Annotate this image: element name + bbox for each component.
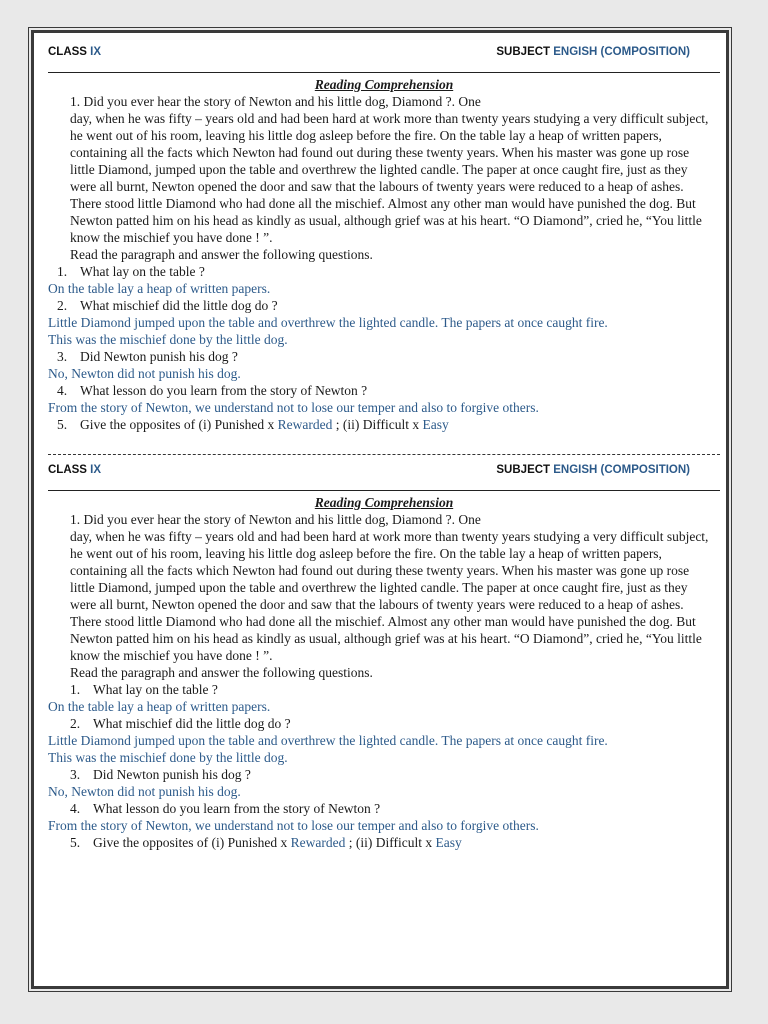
question-3: 3. Did Newton punish his dog ? xyxy=(57,349,238,364)
question-2: 2. What mischief did the little dog do ? xyxy=(57,298,278,313)
worksheet-section-2 xyxy=(48,461,720,851)
class-label: CLASS IX xyxy=(48,46,102,58)
answer-3: No, Newton did not punish his dog. xyxy=(48,784,241,799)
answer-2-line-1: Little Diamond jumped upon the table and overthrew the lighted candle. The papers at once caught fire. xyxy=(48,733,608,748)
page-title: Reading Comprehension xyxy=(314,495,454,510)
passage xyxy=(48,93,720,263)
answer-1: On the table lay a heap of written papers. xyxy=(48,281,271,296)
passage-instruction: Read the paragraph and answer the following questions. xyxy=(70,247,373,262)
passage-body: day, when he was fifty – years old and had been hard at work more than twenty years studying a very difficult subject, he went out of his room, leaving his little dog asleep before the fire. On the table lay a heap of written papers, containing all the facts which Newton had found out during these twenty years. When his master was gone up rose little Diamond, jumped upon the table and overthrew the lighted candle. The paper at once caught fire, just as they were all burnt, Newton opened the door and saw that the labours of twenty years were reduced to a heap of ashes. There stood little Diamond who had done all the mischief. Almost any other man would have punished the dog. But Newton patted him on his head as kindly as usual, although grief was at his heart. “O Diamond”, cried he, “You little know the mischief you have done ! ”. xyxy=(70,111,709,245)
answer-2-line-2: This was the mischief done by the little dog. xyxy=(48,332,288,347)
answer-3: No, Newton did not punish his dog. xyxy=(48,366,241,381)
answer-2-line-1: Little Diamond jumped upon the table and overthrew the lighted candle. The papers at once caught fire. xyxy=(48,315,608,330)
header-rule xyxy=(48,72,720,73)
passage-first-line: 1. Did you ever hear the story of Newton and his little dog, Diamond ?. One xyxy=(70,512,481,527)
question-1: 1. What lay on the table ? xyxy=(57,264,205,279)
question-5: 5. Give the opposites of (i) Punished x Rewarded ; (ii) Difficult x Easy xyxy=(57,417,449,432)
answer-1: On the table lay a heap of written papers. xyxy=(48,699,271,714)
header xyxy=(48,43,720,63)
passage xyxy=(48,511,720,681)
question-2: 2. What mischief did the little dog do ? xyxy=(70,716,291,731)
answer-4: From the story of Newton, we understand not to lose our temper and also to forgive others. xyxy=(48,400,539,415)
cut-line xyxy=(48,454,720,455)
answer-2-line-2: This was the mischief done by the little dog. xyxy=(48,750,288,765)
subject-label: SUBJECT ENGISH (COMPOSITION) xyxy=(496,46,690,58)
passage-first-line: 1. Did you ever hear the story of Newton and his little dog, Diamond ?. One xyxy=(70,94,481,109)
question-4: 4. What lesson do you learn from the story of Newton ? xyxy=(57,383,368,398)
question-1: 1. What lay on the table ? xyxy=(70,682,218,697)
question-3: 3. Did Newton punish his dog ? xyxy=(70,767,251,782)
class-label: CLASS IX xyxy=(48,464,102,476)
question-4: 4. What lesson do you learn from the story of Newton ? xyxy=(70,801,381,816)
passage-instruction: Read the paragraph and answer the following questions. xyxy=(70,665,373,680)
passage-body: day, when he was fifty – years old and had been hard at work more than twenty years studying a very difficult subject, he went out of his room, leaving his little dog asleep before the fire. On the table lay a heap of written papers, containing all the facts which Newton had found out during these twenty years. When his master was gone up rose little Diamond, jumped upon the table and overthrew the lighted candle. The paper at once caught fire, just as they were all burnt, Newton opened the door and saw that the labours of twenty years were reduced to a heap of ashes. There stood little Diamond who had done all the mischief. Almost any other man would have punished the dog. But Newton patted him on his head as kindly as usual, although grief was at his heart. “O Diamond”, cried he, “You little know the mischief you have done ! ”. xyxy=(70,529,709,663)
header xyxy=(48,461,720,481)
answer-4: From the story of Newton, we understand not to lose our temper and also to forgive others. xyxy=(48,818,539,833)
subject-label: SUBJECT ENGISH (COMPOSITION) xyxy=(496,464,690,476)
header-rule xyxy=(48,490,720,491)
page-title: Reading Comprehension xyxy=(314,77,454,92)
question-5: 5. Give the opposites of (i) Punished x Rewarded ; (ii) Difficult x Easy xyxy=(70,835,462,850)
worksheet-section-1 xyxy=(48,43,720,433)
worksheet-page xyxy=(31,30,729,989)
